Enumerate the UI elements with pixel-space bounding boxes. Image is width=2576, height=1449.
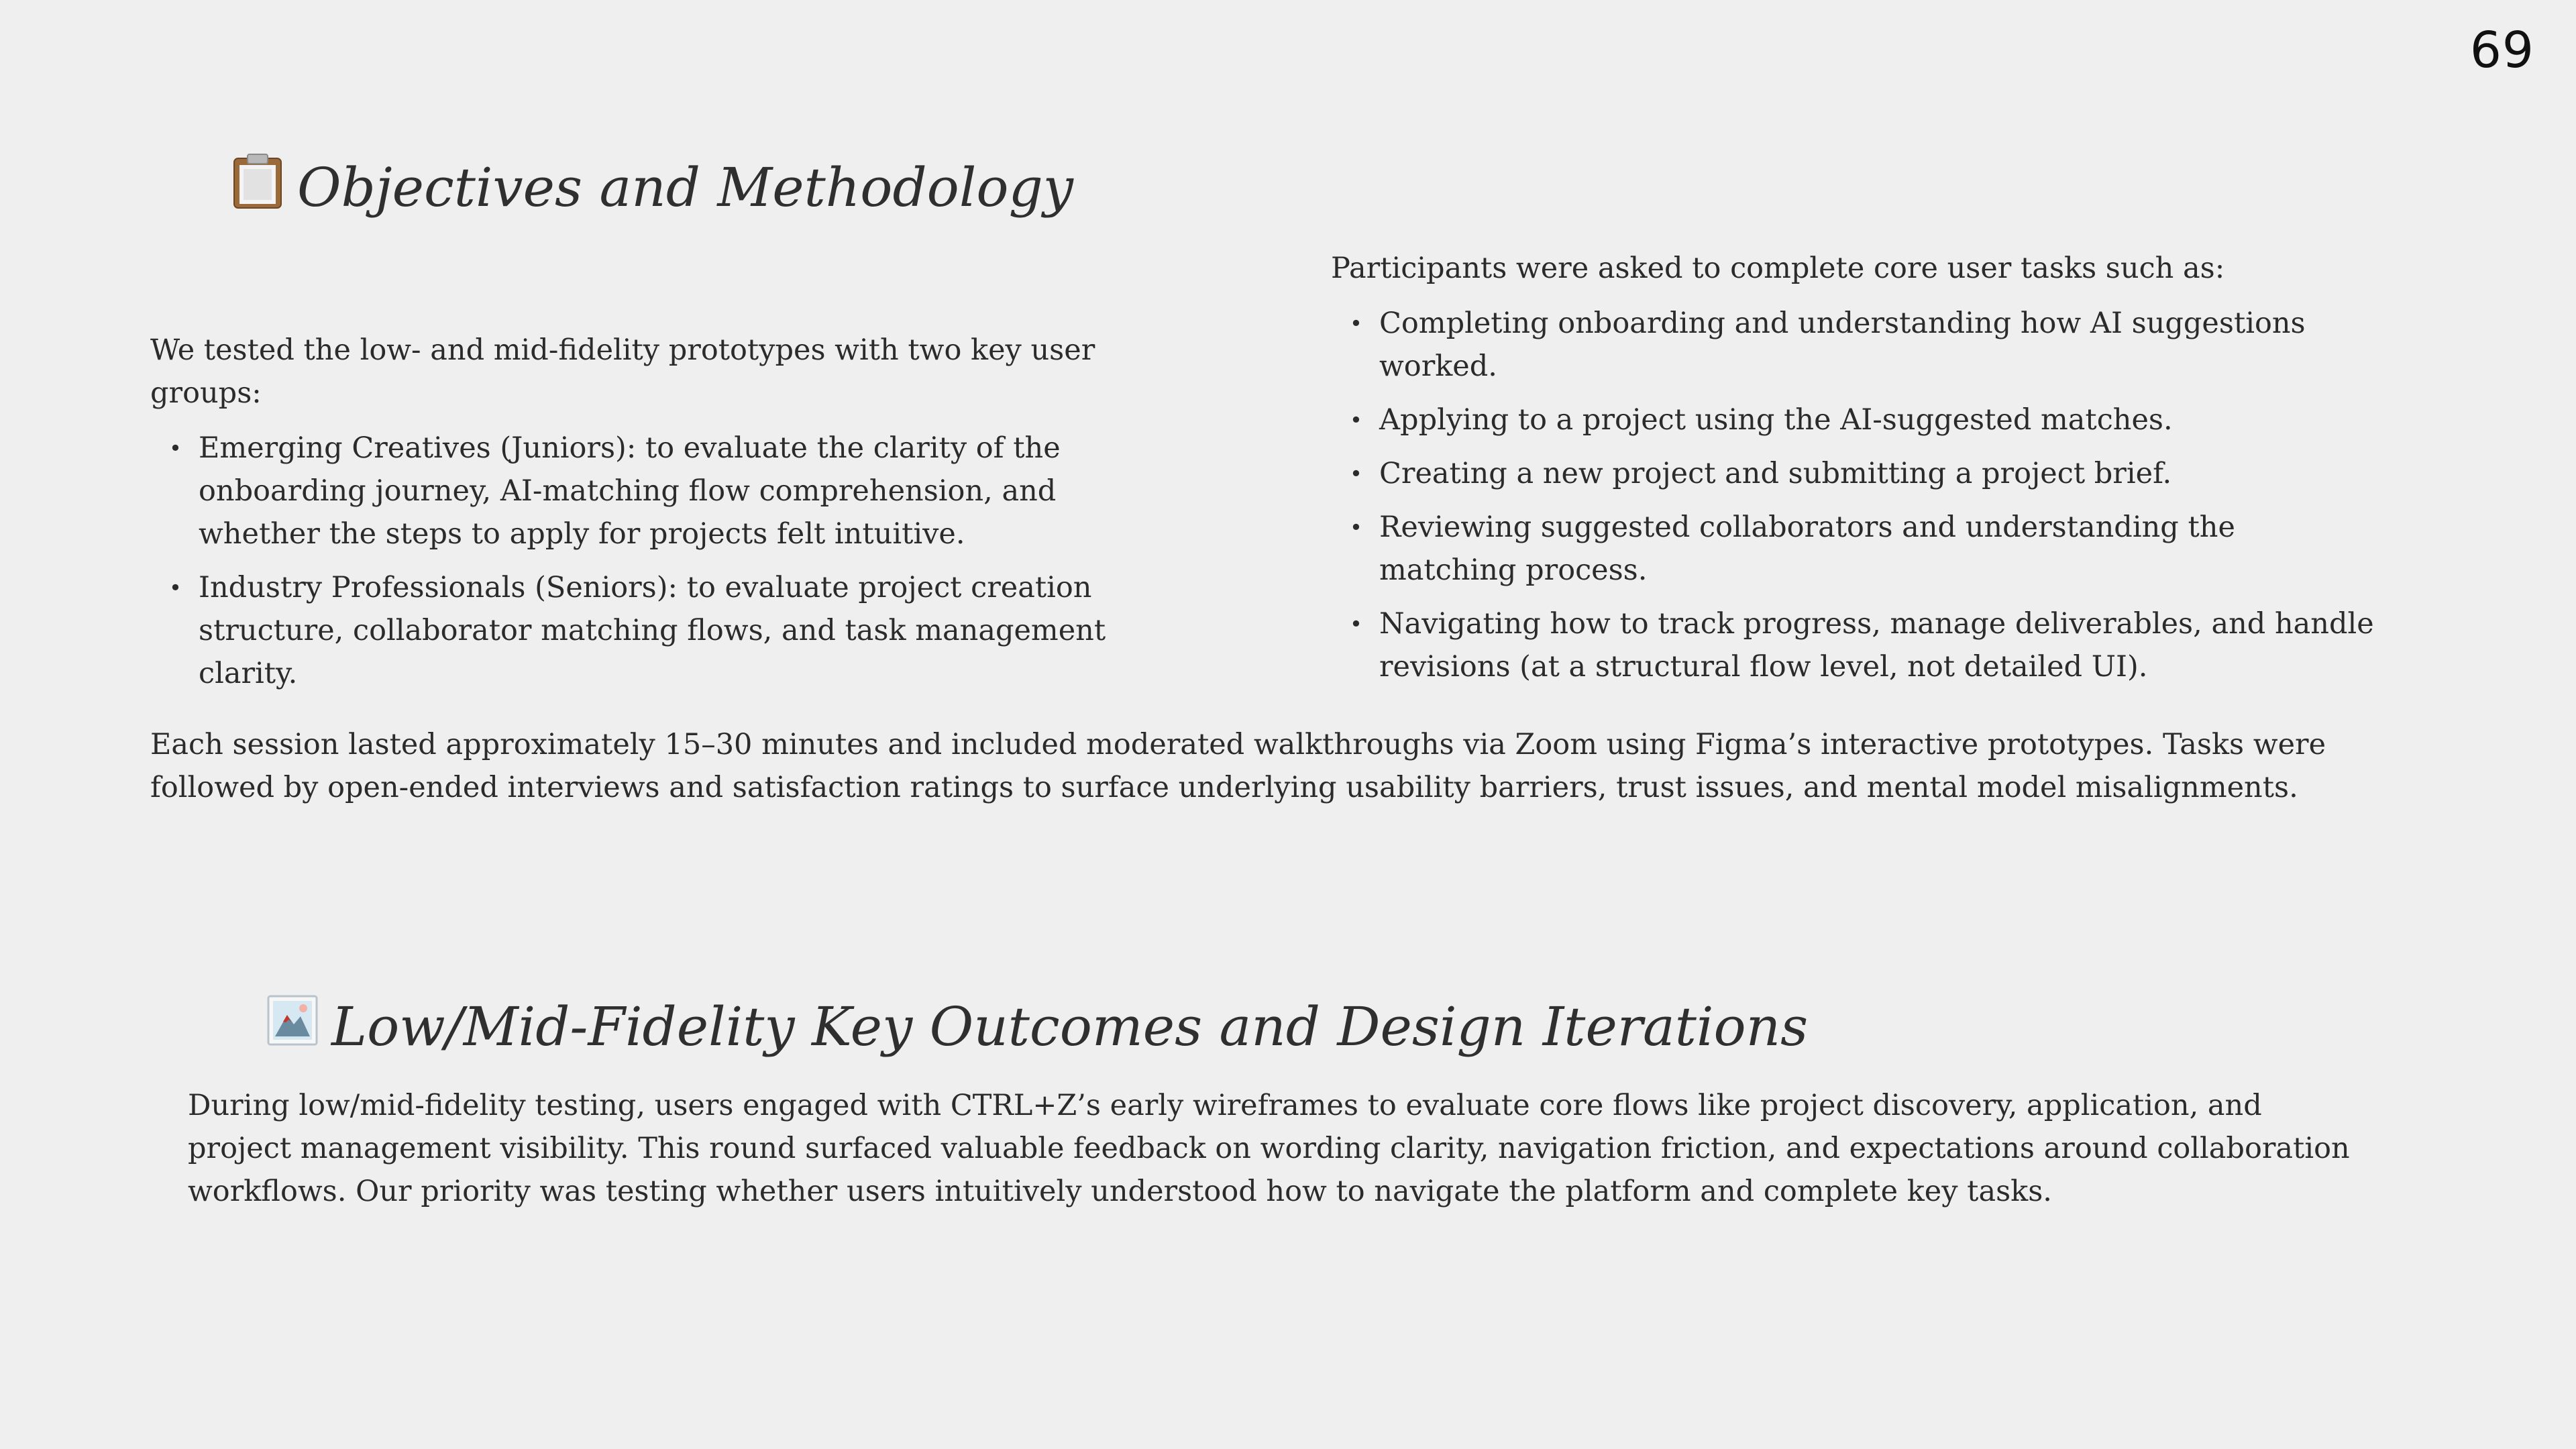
list-item: • Creating a new project and submitting a project brief. (1379, 452, 2377, 495)
session-paragraph (150, 723, 2364, 809)
page-number: 69 (2469, 21, 2534, 79)
user-groups-intro: We tested the low- and mid-fidelity prototypes with two key user groups: (150, 333, 1095, 410)
list-item: • Reviewing suggested collaborators and understanding the matching process. (1379, 506, 2377, 592)
tasks-block (1331, 247, 2377, 699)
list-item: • Completing onboarding and understanding how AI suggestions worked. (1379, 302, 2377, 388)
tasks-intro: Participants were asked to complete core user tasks such as: (1331, 252, 2225, 285)
framed-picture-icon (267, 995, 318, 1059)
user-groups-list (150, 427, 1177, 695)
list-item: • Industry Professionals (Seniors): to evaluate project creation structure, collaborator matching flows, and task management clarity. (199, 566, 1177, 695)
list-item: • Applying to a project using the AI-suggested matches. (1379, 398, 2377, 441)
session-text: Each session lasted approximately 15–30 minutes and included moderated walkthroughs via Zoom using Figma’s interactive prototypes. Tasks were followed by open-ended interviews and satisfaction ratings to surface underlying usability barriers, trust issues, and mental model misalignments. (150, 728, 2326, 804)
user-groups-block (150, 329, 1177, 706)
list-item: • Emerging Creatives (Juniors): to evaluate the clarity of the onboarding journey, AI-matching flow comprehension, and whether the steps to apply for projects felt intuitive. (199, 427, 1177, 555)
section-heading-outcomes (267, 995, 1808, 1059)
tasks-list (1331, 302, 2377, 688)
outcomes-paragraph (188, 1084, 2355, 1213)
section-heading-objectives (231, 153, 1073, 222)
section-title: Low/Mid-Fidelity Key Outcomes and Design Iterations (331, 996, 1809, 1058)
section-title: Objectives and Methodology (297, 156, 1073, 219)
list-item: • Navigating how to track progress, manage deliverables, and handle revisions (at a structural flow level, not detailed UI). (1379, 602, 2377, 688)
clipboard-icon (231, 153, 284, 222)
outcomes-text: During low/mid-fidelity testing, users engaged with CTRL+Z’s early wireframes to evaluate core flows like project discovery, application, and project management visibility. This round surfaced valuable feedback on wording clarity, navigation friction, and expectations around collaboration workflows. Our priority was testing whether users intuitively understood how to navigate the platform and complete key tasks. (188, 1089, 2350, 1208)
